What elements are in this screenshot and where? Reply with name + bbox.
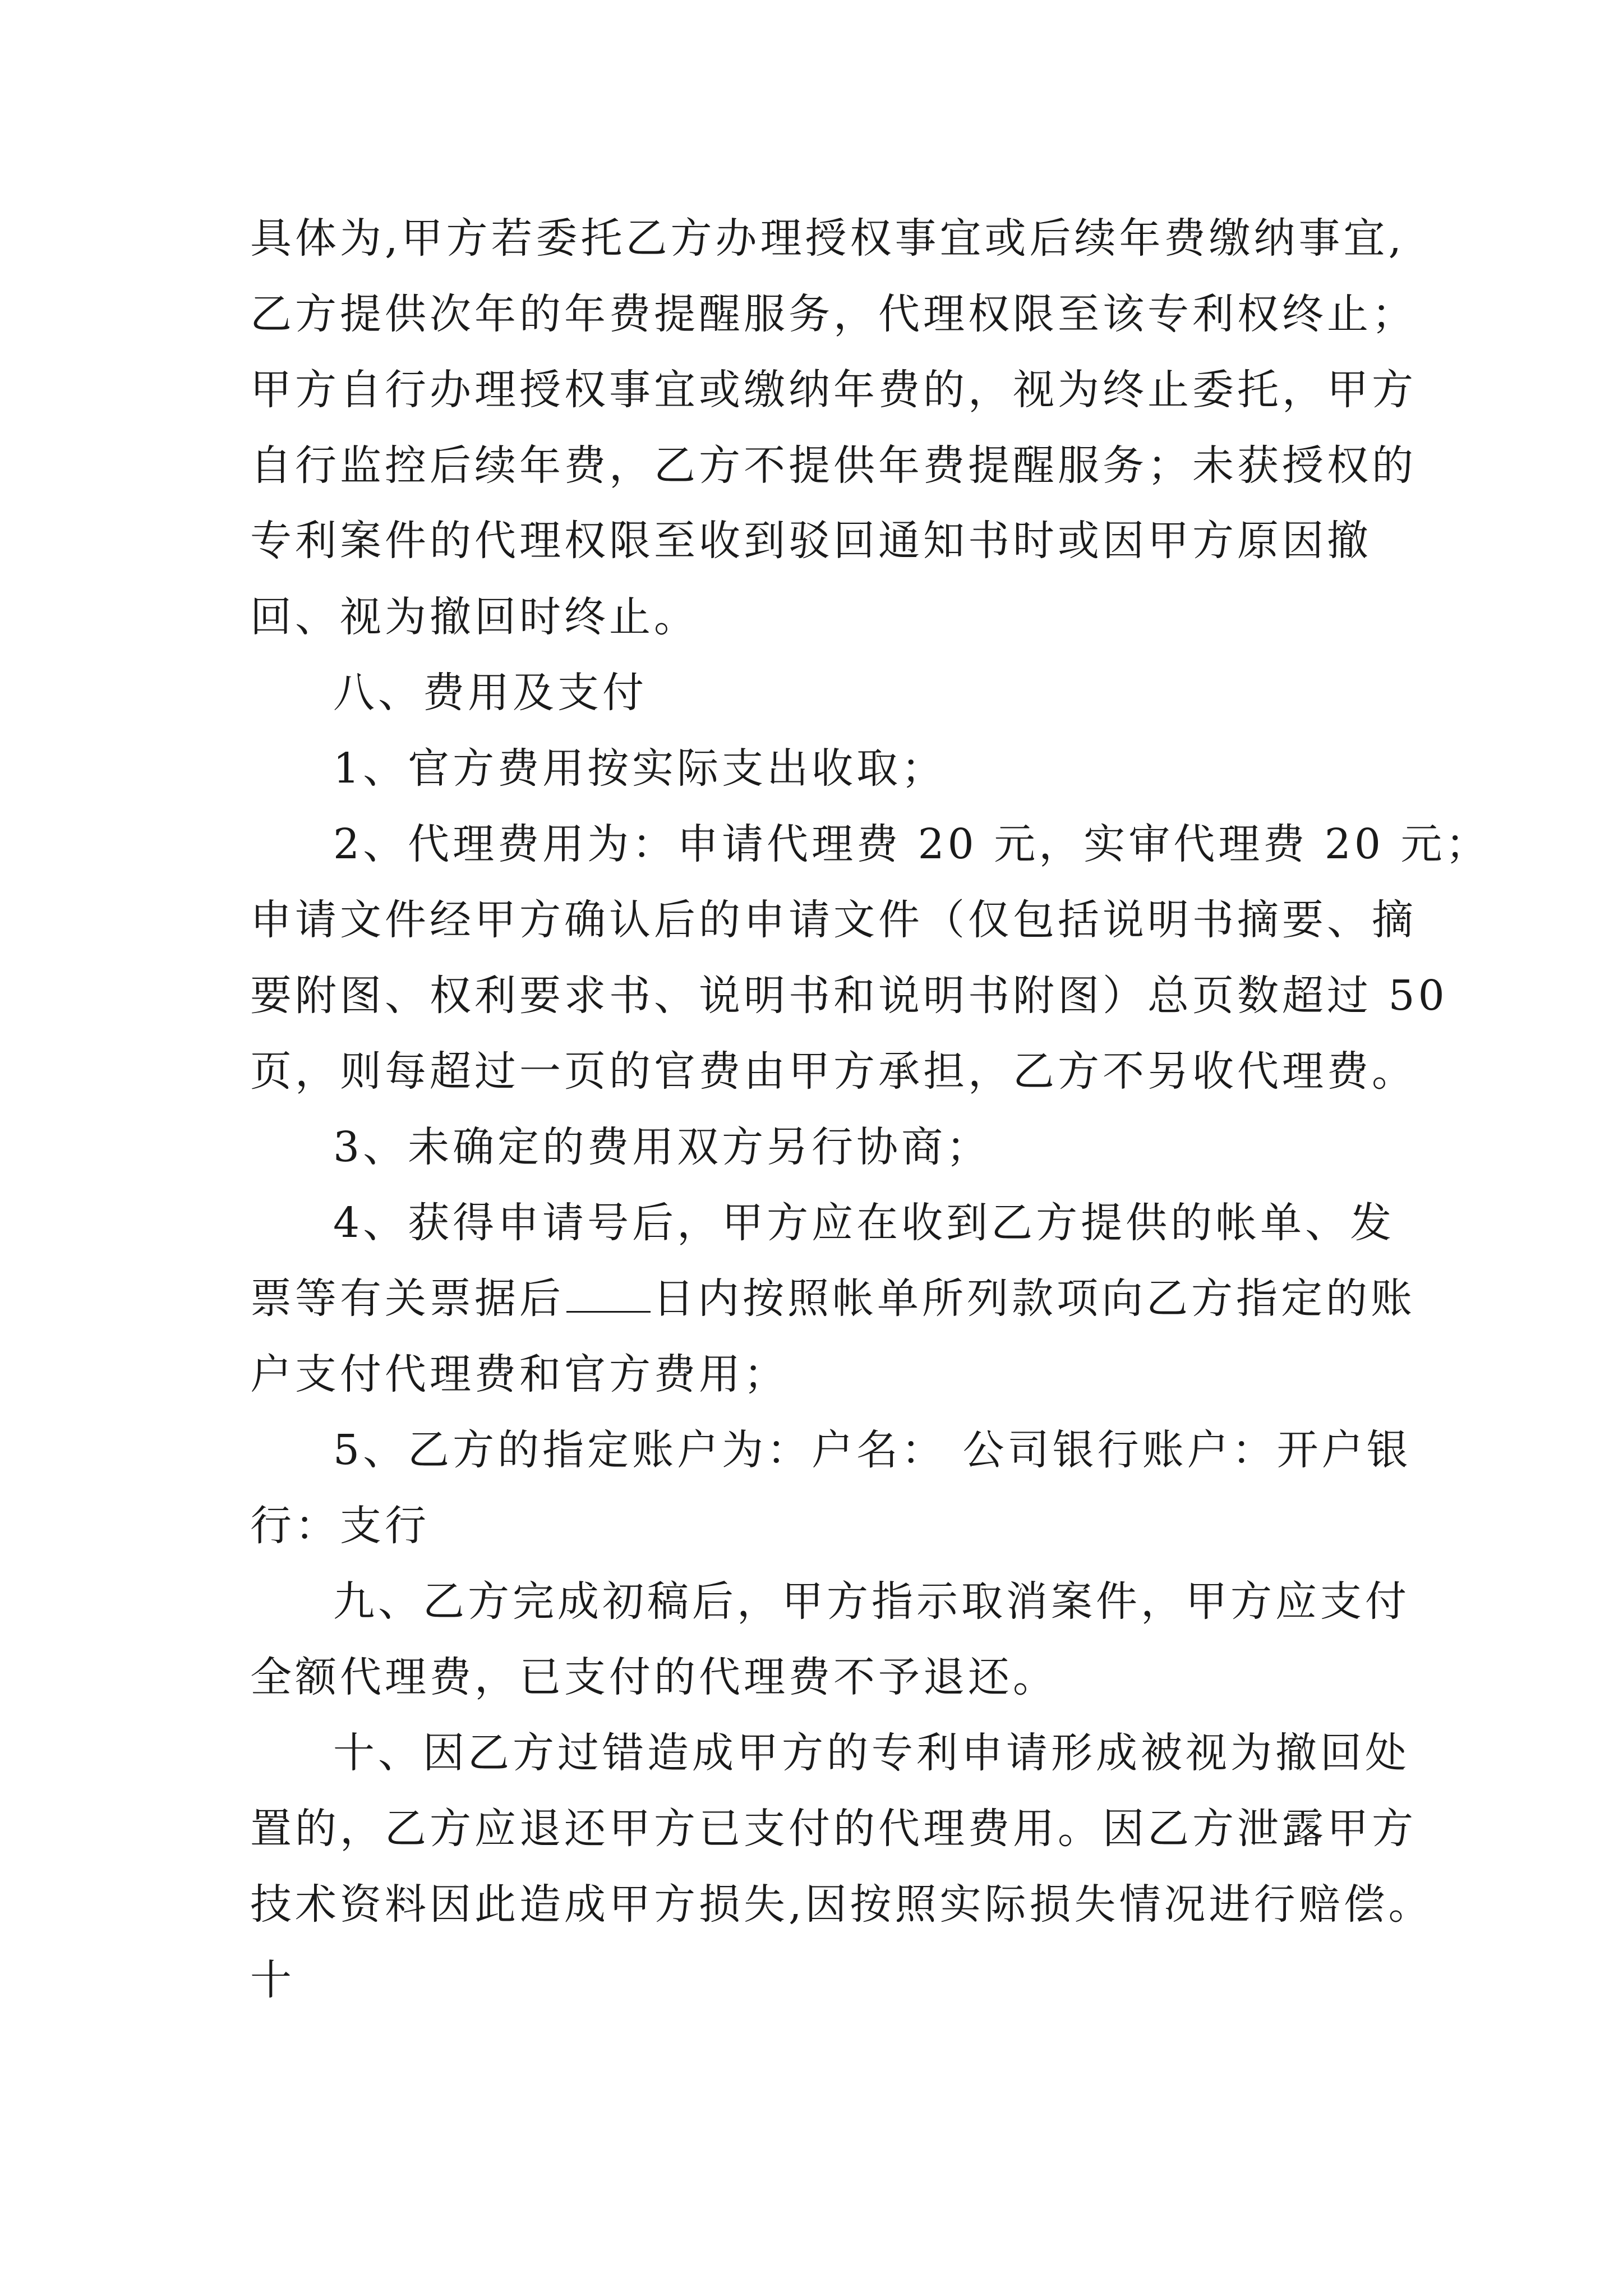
paragraph-line: 页，则每超过一页的官费由甲方承担，乙方不另收代理费。 (250, 1047, 1417, 1096)
paragraph-line: 回、视为撤回时终止。 (250, 593, 699, 641)
paragraph-line: 技术资料因此造成甲方损失,因按照实际损失情况进行赔偿。 (250, 1880, 1433, 1929)
paragraph-line: 自行监控后续年费，乙方不提供年费提醒服务；未获授权的 (250, 441, 1417, 490)
paragraph-line: 九、乙方完成初稿后，甲方指示取消案件，甲方应支付 (333, 1577, 1410, 1626)
paragraph-line: 要附图、权利要求书、说明书和说明书附图）总页数超过 50 (250, 972, 1448, 1020)
paragraph-line: 全额代理费，已支付的代理费不予退还。 (250, 1653, 1058, 1701)
line-text-before-blank: 票等有关票据后 (250, 1274, 564, 1323)
paragraph-line: 1、官方费用按实际支出收取； (333, 744, 947, 793)
line-text-after-blank: 日内按照帐单所列款项向乙方指定的账 (653, 1274, 1415, 1323)
paragraph-line: 甲方自行办理授权事宜或缴纳年费的，视为终止委托，甲方 (250, 366, 1417, 414)
paragraph-line: 2、代理费用为：申请代理费 20 元，实审代理费 20 元； (333, 820, 1491, 868)
paragraph-line: 4、获得申请号后，甲方应在收到乙方提供的帐单、发 (333, 1199, 1395, 1247)
paragraph-line: 具体为,甲方若委托乙方办理授权事宜或后续年费缴纳事宜, (250, 214, 1405, 263)
paragraph-line: 申请文件经甲方确认后的申请文件（仅包括说明书摘要、摘 (250, 896, 1417, 944)
paragraph-line: 十 (250, 1956, 295, 2004)
paragraph-line: 5、乙方的指定账户为：户名： 公司银行账户：开户银 (333, 1426, 1412, 1474)
paragraph-line (250, 1271, 1415, 1327)
paragraph-line: 专利案件的代理权限至收到驳回通知书时或因甲方原因撤 (250, 517, 1372, 565)
paragraph-line: 乙方提供次年的年费提醒服务，代理权限至该专利权终止； (250, 290, 1417, 338)
fill-in-blank (566, 1272, 651, 1313)
paragraph-line: 十、因乙方过错造成甲方的专利申请形成被视为撤回处 (333, 1729, 1410, 1777)
paragraph-line: 行：支行 (250, 1502, 430, 1550)
paragraph-line: 置的，乙方应退还甲方已支付的代理费用。因乙方泄露甲方 (250, 1805, 1417, 1853)
paragraph-line: 3、未确定的费用双方另行协商； (333, 1123, 992, 1171)
paragraph-line: 户支付代理费和官方费用； (250, 1350, 789, 1398)
section-heading: 八、费用及支付 (333, 669, 647, 717)
